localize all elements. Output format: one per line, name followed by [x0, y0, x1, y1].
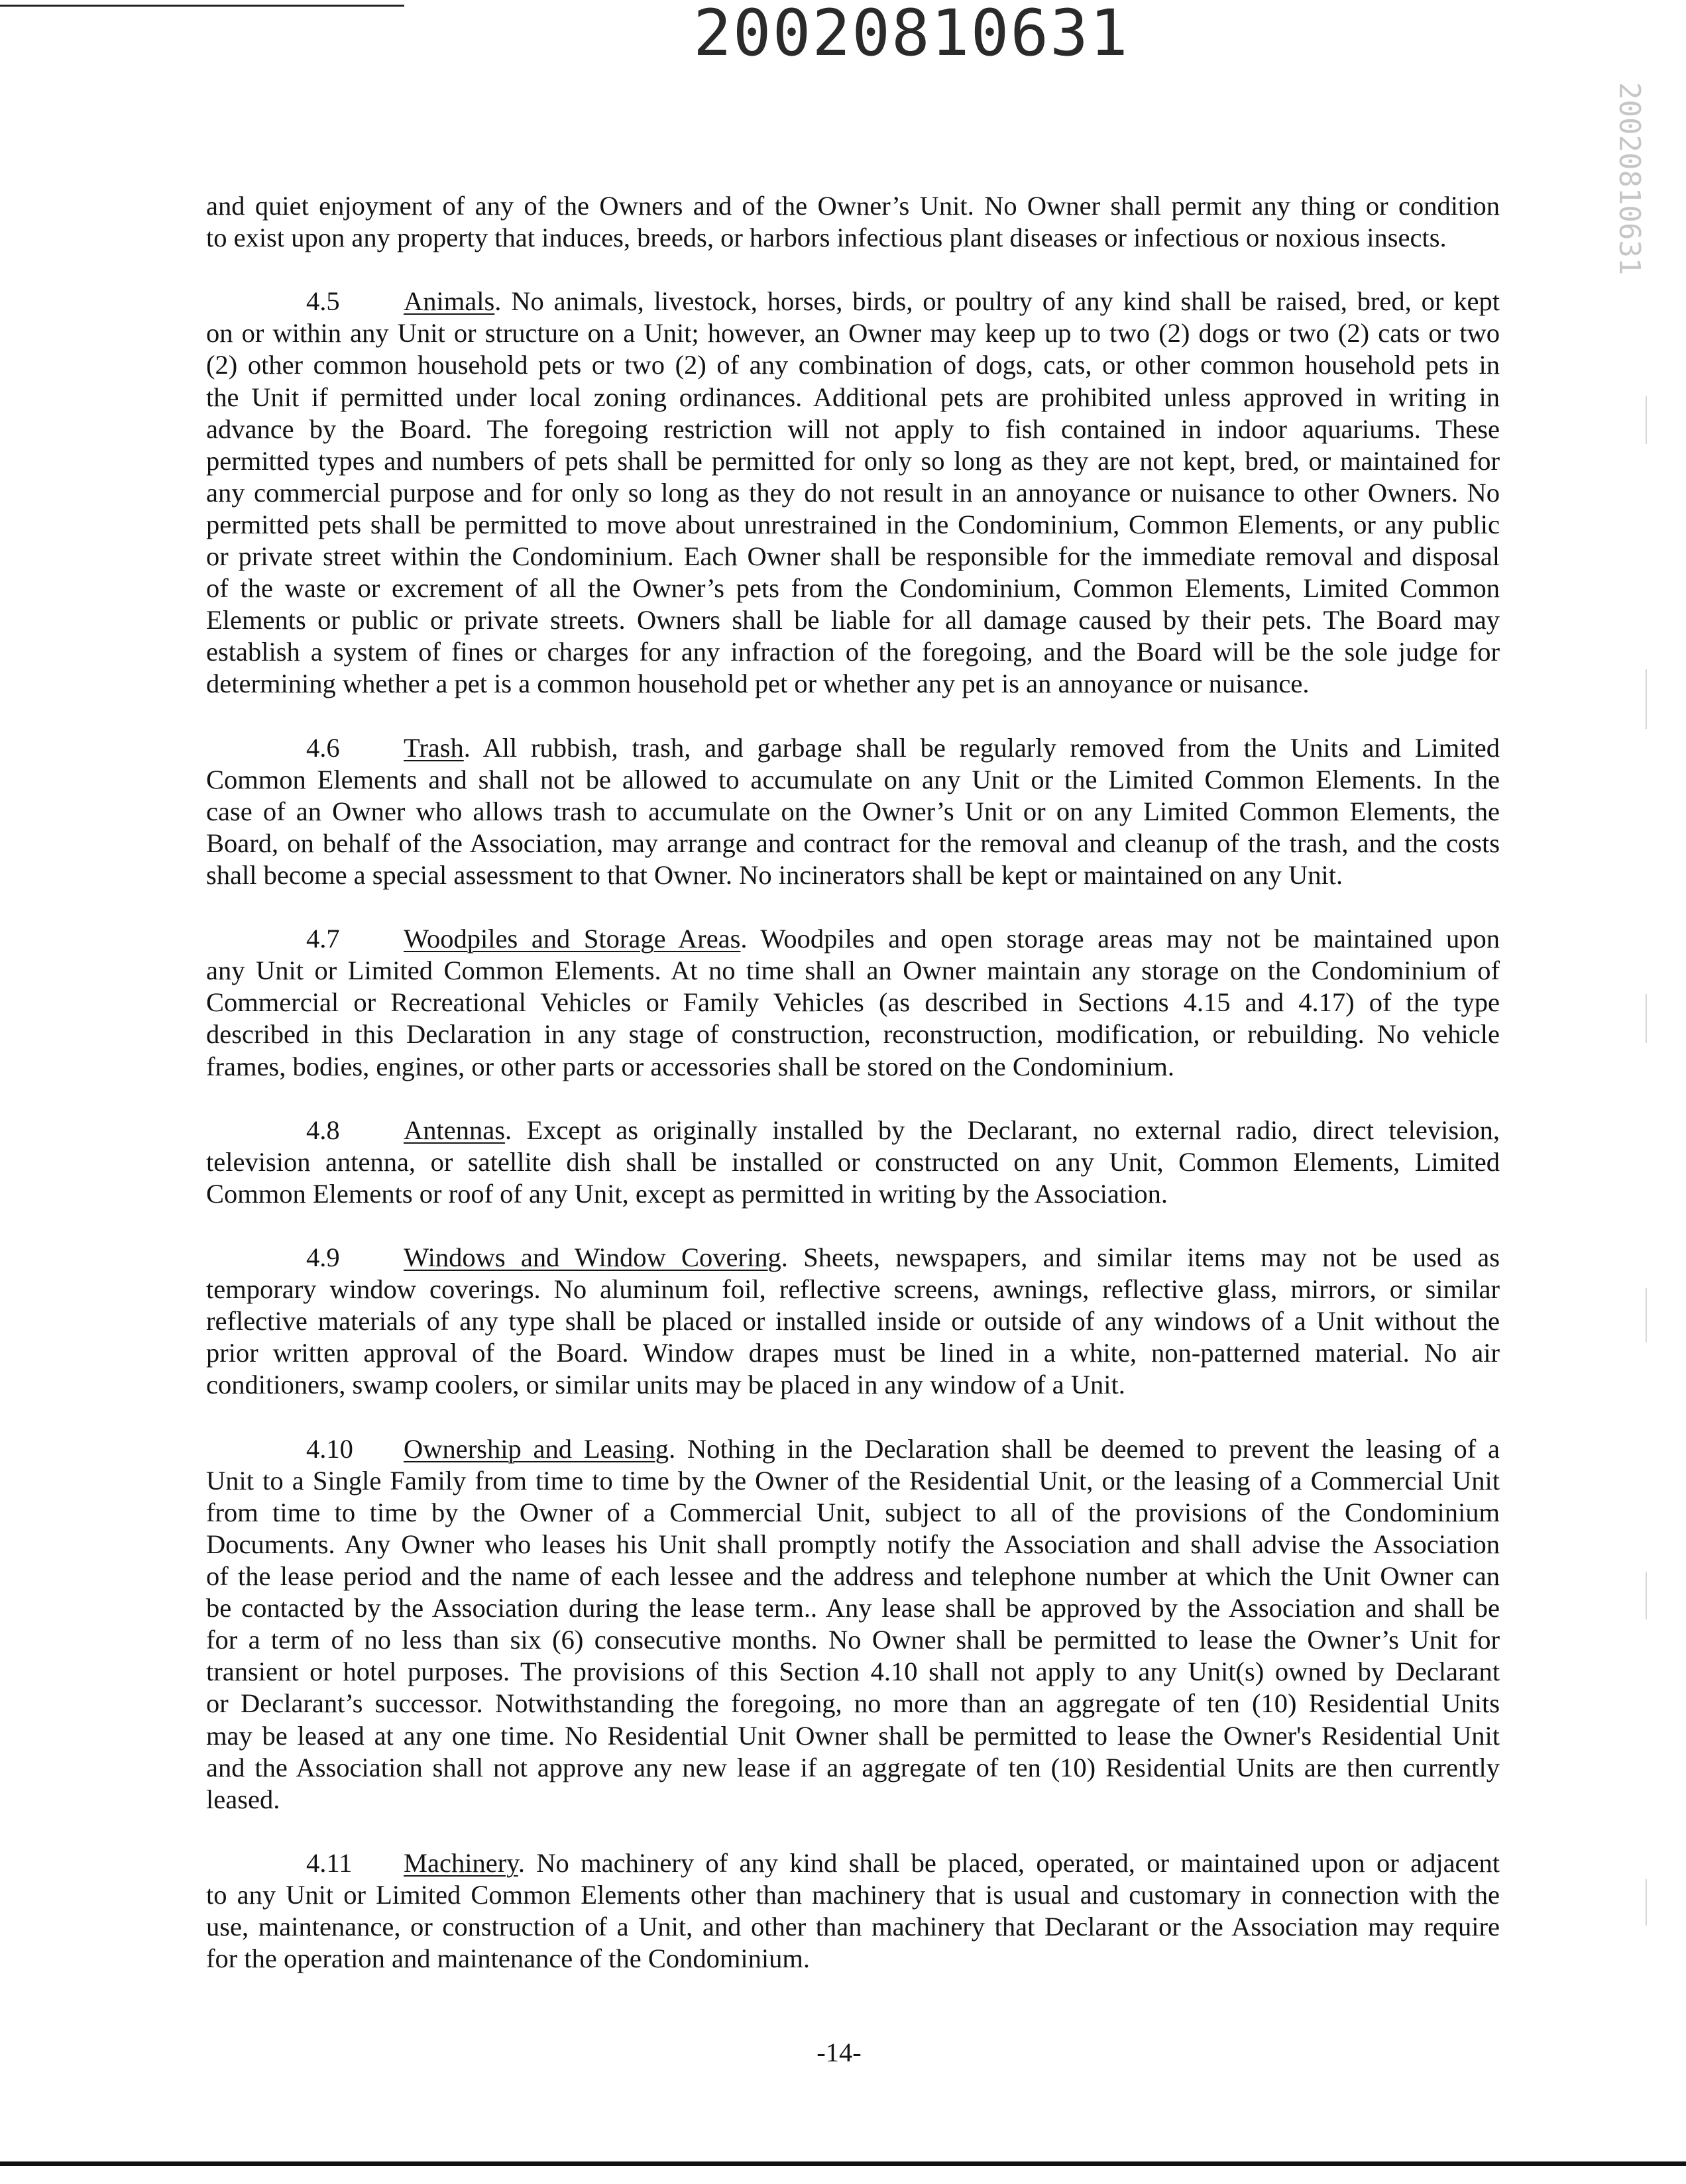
text-line: use, maintenance, or construction of a Unit, and other than machinery that Declarant or the Association may require — [206, 1912, 1500, 1942]
text-line: or Declarant’s successor. Notwithstanding the foregoing, no more than an aggregate of ten (10) Residential Units — [206, 1688, 1500, 1719]
text-line: prior written approval of the Board. Window drapes must be lined in a white, non-patterned material. No air — [206, 1338, 1500, 1368]
section-4-8 — [206, 1115, 1500, 1210]
bottom-rule — [0, 2161, 1686, 2166]
text-line: described in this Declaration in any stage of construction, reconstruction, modification, or rebuilding. No vehicle — [206, 1019, 1500, 1050]
text-line: shall become a special assessment to that Owner. No incinerators shall be kept or maintained on any Unit. — [206, 859, 1343, 890]
text-line — [206, 923, 1500, 955]
text-line: be contacted by the Association during the lease term.. Any lease shall be approved by the Association and shall be — [206, 1593, 1500, 1623]
text-run: . Except as originally installed by the Declarant, no external radio, direct television, — [504, 1115, 1500, 1145]
section-heading: Antennas — [404, 1115, 505, 1145]
text-line: any commercial purpose and for only so long as they do not result in an annoyance or nuisance to other Owners. No — [206, 477, 1500, 508]
section-4-5 — [206, 286, 1500, 700]
section-heading: Trash — [404, 732, 464, 763]
text-line: and quiet enjoyment of any of the Owners and of the Owner’s Unit. No Owner shall permit any thing or condition — [206, 191, 1500, 221]
text-line: reflective materials of any type shall be placed or installed inside or outside of any windows of a Unit without the — [206, 1306, 1500, 1337]
text-line: transient or hotel purposes. The provisions of this Section 4.10 shall not apply to any Unit(s) owned by Declarant — [206, 1657, 1500, 1687]
section-number: 4.10 — [306, 1433, 353, 1464]
text-line: from time to time by the Owner of a Commercial Unit, subject to all of the provisions of the Condominium — [206, 1497, 1500, 1527]
text-line: advance by the Board. The foregoing restriction will not apply to fish contained in indoor aquariums. These — [206, 413, 1500, 444]
text-line: Common Elements or roof of any Unit, except as permitted in writing by the Association. — [206, 1178, 1168, 1209]
text-line: television antenna, or satellite dish shall be installed or constructed on any Unit, Common Elements, Limited — [206, 1146, 1500, 1177]
section-number: 4.7 — [306, 924, 340, 954]
text-line: Elements or public or private streets. Owners shall be liable for all damage caused by their pets. The Board may — [206, 605, 1500, 635]
text-line: of the lease period and the name of each lessee and the address and telephone number at which the Unit Owner can — [206, 1561, 1500, 1592]
text-line — [206, 286, 1500, 317]
text-run: . No animals, livestock, horses, birds, or poultry of any kind shall be raised, bred, or kept — [494, 286, 1500, 317]
text-line: to any Unit or Limited Common Elements other than machinery that is usual and customary in connection with the — [206, 1879, 1500, 1910]
section-4-11 — [206, 1847, 1500, 1975]
text-line: conditioners, swamp coolers, or similar units may be placed in any window of a Unit. — [206, 1370, 1125, 1400]
text-line: Commercial or Recreational Vehicles or Family Vehicles (as described in Sections 4.15 and 4.17) of the type — [206, 987, 1500, 1018]
text-run: . Sheets, newspapers, and similar items may not be used as — [781, 1242, 1500, 1273]
text-run: . All rubbish, trash, and garbage shall be regularly removed from the Units and Limited — [463, 732, 1500, 763]
section-heading: Machinery — [404, 1847, 518, 1878]
text-line: establish a system of fines or charges for any infraction of the foregoing, and the Board will be the sole judge for — [206, 637, 1500, 667]
text-run: . Nothing in the Declaration shall be deemed to prevent the leasing of a — [669, 1433, 1500, 1464]
document-number: 20020810631 — [693, 0, 1129, 70]
text-line: frames, bodies, engines, or other parts or accessories shall be stored on the Condominium. — [206, 1051, 1175, 1081]
text-line — [206, 732, 1500, 764]
scan-mark — [1646, 1288, 1647, 1342]
scan-mark — [1646, 1572, 1647, 1619]
text-line: Documents. Any Owner who leases his Unit shall promptly notify the Association and shall advise the Association — [206, 1529, 1500, 1559]
section-number: 4.9 — [306, 1242, 340, 1273]
text-line: on or within any Unit or structure on a Unit; however, an Owner may keep up to two (2) dogs or two (2) cats or two — [206, 318, 1500, 349]
text-line: for the operation and maintenance of the Condominium. — [206, 1943, 810, 1974]
text-line: any Unit or Limited Common Elements. At no time shall an Owner maintain any storage on the Condominium of — [206, 956, 1500, 986]
text-run: . No machinery of any kind shall be placed, operated, or maintained upon or adjacent — [518, 1847, 1500, 1878]
margin-stamp: 20020810631 — [1612, 82, 1646, 276]
section-number: 4.11 — [306, 1847, 353, 1878]
text-line: Common Elements and shall not be allowed to accumulate on any Unit or the Limited Common Elements. In the — [206, 764, 1500, 794]
text-line — [206, 1115, 1500, 1146]
section-heading: Animals — [404, 286, 495, 317]
section-number: 4.6 — [306, 732, 340, 763]
scan-mark — [1646, 669, 1647, 729]
text-line: temporary window coverings. No aluminum foil, reflective screens, awnings, reflective glass, mirrors, or similar — [206, 1274, 1500, 1305]
intro-paragraph — [206, 190, 1500, 254]
text-line: permitted pets shall be permitted to move about unrestrained in the Condominium, Common Elements, or any public — [206, 509, 1500, 539]
text-line: may be leased at any one time. No Residential Unit Owner shall be permitted to lease the Owner's Residential Unit — [206, 1720, 1500, 1751]
text-line: leased. — [206, 1784, 280, 1814]
text-line: to exist upon any property that induces, breeds, or harbors infectious plant diseases or infectious or noxious insects. — [206, 223, 1447, 253]
top-rule — [0, 5, 404, 7]
text-line: or private street within the Condominium. Each Owner shall be responsible for the immediate removal and disposal — [206, 541, 1500, 572]
section-4-9 — [206, 1242, 1500, 1401]
text-run: . Woodpiles and open storage areas may not be maintained upon — [740, 924, 1500, 954]
text-line: Unit to a Single Family from time to time by the Owner of the Residential Unit, or the leasing of a Commercial Unit — [206, 1465, 1500, 1496]
section-heading: Ownership and Leasing — [404, 1433, 669, 1464]
text-line: of the waste or excrement of all the Owner’s pets from the Condominium, Common Elements, Limited Common — [206, 573, 1500, 604]
section-heading: Windows and Window Covering — [404, 1242, 781, 1273]
text-line: permitted types and numbers of pets shall be permitted for only so long as they are not kept, bred, or maintained for — [206, 445, 1500, 476]
section-number: 4.5 — [306, 286, 340, 317]
text-line: Board, on behalf of the Association, may arrange and contract for the removal and cleanup of the trash, and the costs — [206, 828, 1500, 858]
scan-mark — [1646, 1879, 1647, 1926]
scan-mark — [1646, 396, 1647, 444]
section-number: 4.8 — [306, 1115, 340, 1145]
text-line: (2) other common household pets or two (2) of any combination of dogs, cats, or other common household pets in — [206, 350, 1500, 380]
text-line — [206, 1433, 1500, 1465]
page-number: -14- — [816, 2038, 862, 2067]
text-line: case of an Owner who allows trash to accumulate on the Owner’s Unit or on any Limited Common Elements, the — [206, 796, 1500, 826]
text-line: the Unit if permitted under local zoning ordinances. Additional pets are prohibited unless approved in writing in — [206, 382, 1500, 412]
text-line: and the Association shall not approve any new lease if an aggregate of ten (10) Residential Units are then currently — [206, 1752, 1500, 1782]
text-line: determining whether a pet is a common household pet or whether any pet is an annoyance or nuisance. — [206, 669, 1310, 699]
scan-mark — [1646, 994, 1647, 1043]
document-body — [206, 190, 1500, 2006]
text-line — [206, 1847, 1500, 1879]
section-4-10 — [206, 1433, 1500, 1816]
text-line — [206, 1242, 1500, 1274]
section-heading: Woodpiles and Storage Areas — [404, 924, 741, 954]
section-4-7 — [206, 923, 1500, 1082]
section-4-6 — [206, 732, 1500, 891]
text-line: for a term of no less than six (6) consecutive months. No Owner shall be permitted to lease the Owner’s Unit for — [206, 1625, 1500, 1655]
